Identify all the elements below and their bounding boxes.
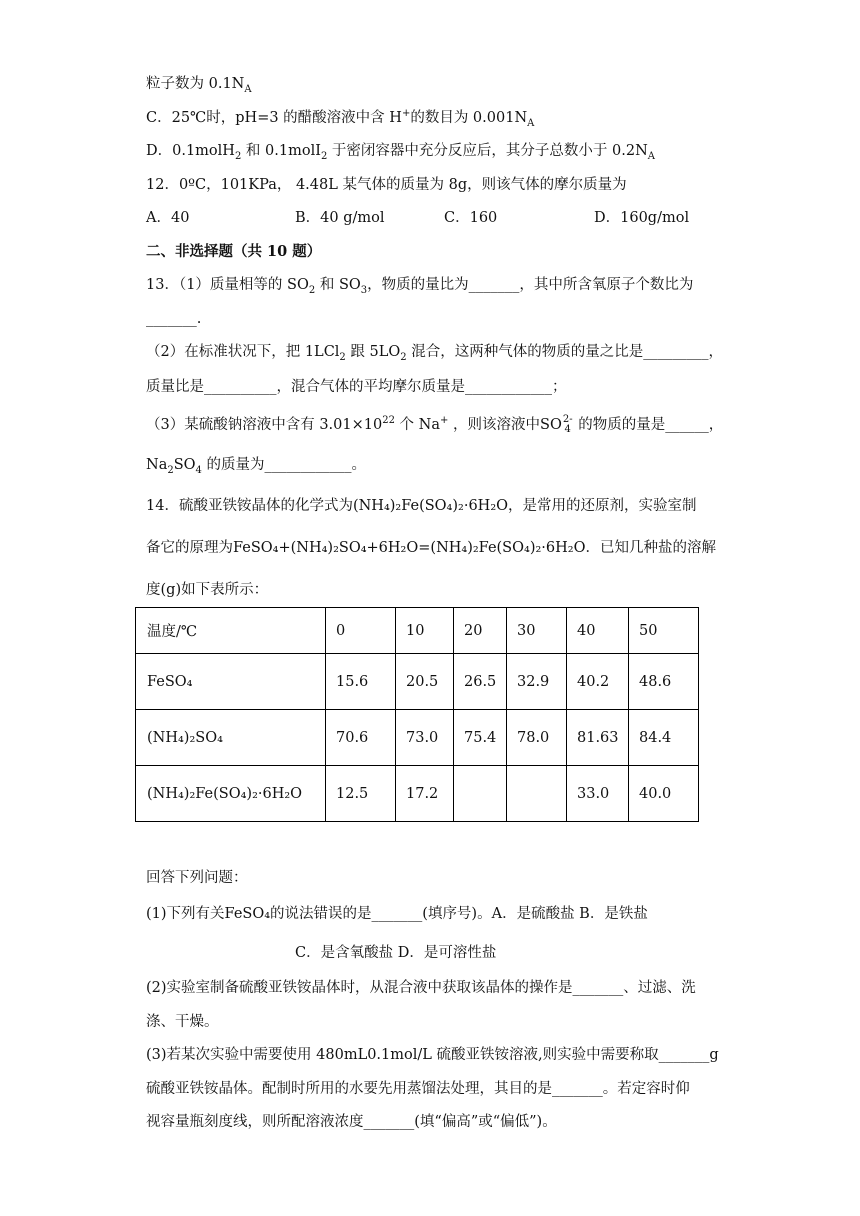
question-14: 14．硫酸亚铁铵晶体的化学式为(NH₄)₂Fe(SO₄)₂·6H₂O，是常用的还原剂，实验室制 [146,498,697,514]
table-header-cell: 30 [507,608,567,654]
table-row [136,654,699,710]
answer-intro: 回答下列问题： [146,870,248,886]
table-cell [507,766,567,822]
option-d: D．0.1molH$_2$ 和 0.1molI$_2$ 于密闭容器中充分反应后，其分子总数小于 $0.2N_A$ [146,143,656,162]
section-heading: 二、非选择题（共 10 题） [146,243,322,260]
sub-question-2-cont: 涤、干燥。 [146,1014,219,1030]
sub-question-2: (2)实验室制备硫酸亚铁铵晶体时，从混合液中获取该晶体的操作是_______、过滤、洗 [146,980,696,996]
q12-option-c: C．160 [444,210,498,226]
table-row [136,710,699,766]
table-row [136,766,699,822]
option-c: C．25℃时，pH=3 的醋酸溶液中含 H+的数目为 $0.001N_A$ [146,108,535,129]
q13-part2: （2）在标准状况下，把 1LCl$_2$ 跟 $5LO_2$ 混合，这两种气体的物质的量之比是_________， [146,344,723,363]
reaction-equation: FeSO₄+(NH₄)₂SO₄+6H₂O=(NH₄)₂Fe(SO₄)₂·6H₂O [233,540,586,556]
table-header-row [136,608,699,654]
table-cell: 26.5 [454,654,507,710]
table-header-cell: 40 [567,608,629,654]
q13-part1-cont: _______. [146,311,202,327]
table-cell: 48.6 [629,654,699,710]
sub-question-3-cont: 硫酸亚铁铵晶体。配制时所用的水要先用蒸馏法处理，其目的是_______。若定容时仰 [146,1081,690,1097]
text-line: 粒子数为 $0.1N_A$ [146,76,252,95]
table-cell: 12.5 [326,766,396,822]
q12-option-d: D．160g/mol [594,210,690,226]
table-cell: (NH₄)₂Fe(SO₄)₂·6H₂O [136,766,326,822]
q12-option-a: A．40 [146,210,190,226]
chemical-formula: (NH₄)₂Fe(SO₄)₂·6H₂O [352,498,509,514]
table-header-cell: 20 [454,608,507,654]
table-cell: 17.2 [396,766,454,822]
table-cell: 84.4 [629,710,699,766]
table-cell: 78.0 [507,710,567,766]
q13-part3-cont: $Na_2SO_4$ 的质量为____________。 [146,457,367,476]
table-cell [454,766,507,822]
table-cell: 40.2 [567,654,629,710]
table-cell: 15.6 [326,654,396,710]
table-cell: 33.0 [567,766,629,822]
question-14-cont2: 度(g)如下表所示： [146,582,269,598]
sub-question-3-cont2: 视容量瓶刻度线，则所配溶液浓度_______(填“偏高”或“偏低”)。 [146,1114,557,1130]
question-14-cont: 备它的原理为FeSO₄+(NH₄)₂SO₄+6H₂O=(NH₄)₂Fe(SO₄)₂·6H₂O．已知几种盐的溶解 [146,540,716,556]
table-cell: 73.0 [396,710,454,766]
table-cell: 81.63 [567,710,629,766]
q13-part3: （3）某硫酸钠溶液中含有 $3.01\times 10^{22}$ 个 Na+ ，则该溶液中SO 2- 4 的物质的量是______， [146,414,724,435]
table-header-cell: 温度/℃ [136,608,326,654]
table-cell: 20.5 [396,654,454,710]
table-cell: 70.6 [326,710,396,766]
solubility-table [135,607,699,822]
q12-option-b: B．40 g/mol [295,210,385,226]
table-header-cell: 10 [396,608,454,654]
sub-question-1: (1)下列有关FeSO₄的说法错误的是_______(填序号)。A．是硫酸盐 B．是铁盐 [146,906,648,922]
sub-question-3: (3)若某次实验中需要使用 480mL0.1mol/L 硫酸亚铁铵溶液,则实验中需要称取_______g [146,1047,719,1063]
table-cell: 40.0 [629,766,699,822]
table-cell: 75.4 [454,710,507,766]
question-12: 12．0ºC，101KPa， 4.48L 某气体的质量为 8g，则该气体的摩尔质量为 [146,177,627,193]
q13-part2-cont: 质量比是__________，混合气体的平均摩尔质量是____________； [146,379,567,395]
table-cell: 32.9 [507,654,567,710]
q13-part1: 13．（1）质量相等的 $SO_2$ 和 $SO_3$，物质的量比为_______，其中所含氧原子个数比为 [146,277,694,296]
table-header-cell: 0 [326,608,396,654]
table-header-cell: 50 [629,608,699,654]
table-cell: FeSO₄ [136,654,326,710]
sub-question-1-cont: C．是含氧酸盐 D．是可溶性盐 [295,945,497,961]
table-cell: (NH₄)₂SO₄ [136,710,326,766]
